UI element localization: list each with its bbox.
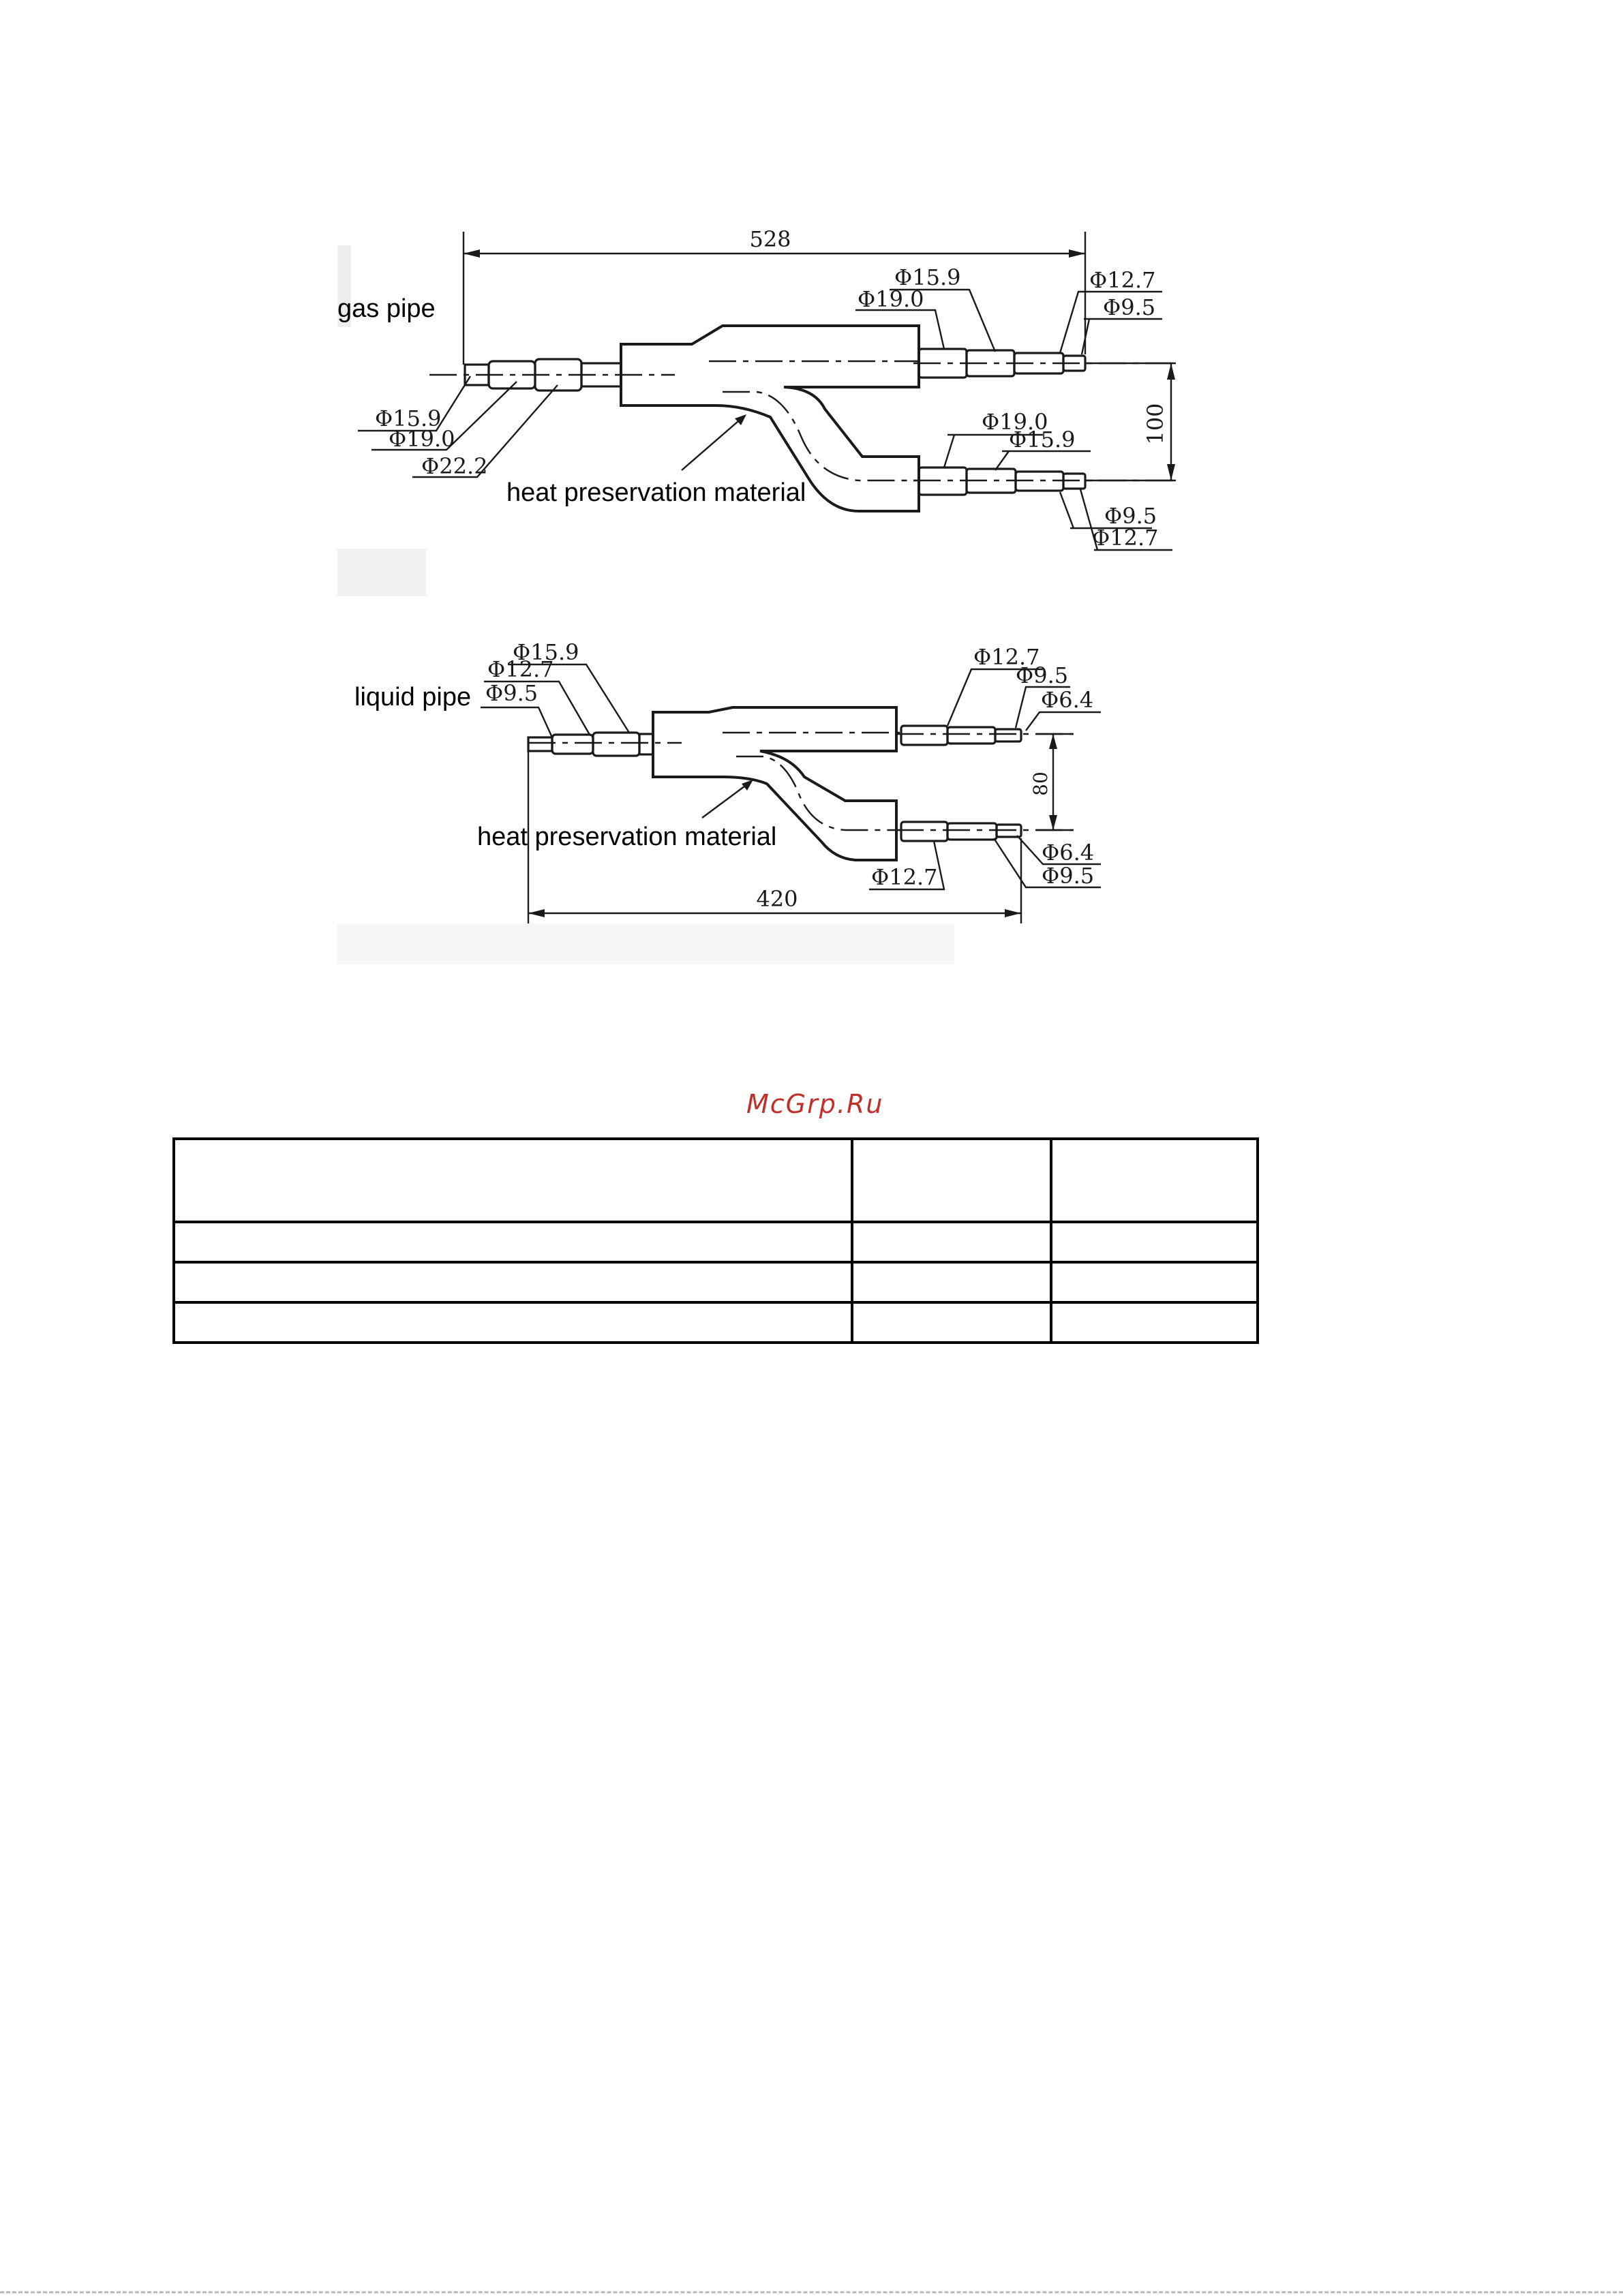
gas-lower-dia-4: Φ12.7: [1092, 525, 1159, 551]
liquid-length-dimension: 420: [756, 886, 798, 912]
gas-offset-dimension: 100: [1142, 403, 1168, 445]
table-cell: [1051, 1262, 1258, 1302]
liquid-pipe-drawing: [354, 639, 1101, 923]
liquid-pipe-label: liquid pipe: [354, 683, 472, 711]
liquid-left-dia-3: Φ9.5: [485, 680, 539, 706]
gas-length-dimension: 528: [749, 226, 791, 252]
liquid-left-dia-1: Φ15.9: [513, 639, 579, 665]
table-cell: [174, 1262, 852, 1302]
table-cell: [174, 1302, 852, 1343]
spec-table: [172, 1137, 1259, 1344]
gas-left-dia-2: Φ19.0: [389, 426, 455, 452]
gas-lower-dia-2: Φ15.9: [1009, 427, 1076, 453]
table-cell: [174, 1222, 852, 1262]
gas-upper-dia-2: Φ19.0: [858, 286, 924, 312]
gas-lower-dia-1: Φ19.0: [982, 409, 1048, 435]
liquid-lower-dia-1: Φ6.4: [1042, 840, 1095, 866]
table-cell: [1051, 1139, 1258, 1222]
gas-pipe-drawing: [337, 226, 1176, 551]
gas-left-dia-1: Φ15.9: [375, 405, 442, 431]
table-cell: [852, 1222, 1052, 1262]
liquid-heat-material-label: heat preservation material: [477, 823, 777, 851]
table-cell: [852, 1302, 1052, 1343]
gas-pipe-diagram: [0, 0, 1623, 988]
gas-heat-material-label: heat preservation material: [506, 478, 806, 507]
table-row: [174, 1222, 1258, 1262]
liquid-lower-dia-2: Φ9.5: [1042, 863, 1095, 889]
gas-left-dia-3: Φ22.2: [421, 453, 488, 479]
gas-upper-dia-3: Φ12.7: [1089, 267, 1156, 293]
gas-upper-dia-4: Φ9.5: [1103, 294, 1156, 320]
gas-pipe-label: gas pipe: [337, 294, 436, 323]
watermark: McGrp.Ru: [746, 1089, 884, 1119]
liquid-upper-dia-3: Φ6.4: [1041, 687, 1094, 713]
table-row: [174, 1139, 1258, 1222]
liquid-upper-dia-1: Φ12.7: [973, 644, 1040, 670]
table-cell: [1051, 1222, 1258, 1262]
liquid-left-dia-2: Φ12.7: [487, 656, 554, 682]
table-cell: [852, 1139, 1052, 1222]
liquid-lower-dia-3: Φ12.7: [871, 864, 938, 890]
table-row: [174, 1262, 1258, 1302]
table-cell: [852, 1262, 1052, 1302]
liquid-offset-dimension: 80: [1029, 771, 1052, 796]
table-cell: [174, 1139, 852, 1222]
gas-upper-dia-1: Φ15.9: [894, 264, 961, 290]
page-edge: [0, 2291, 1623, 2293]
liquid-upper-dia-2: Φ9.5: [1016, 662, 1069, 688]
table-cell: [1051, 1302, 1258, 1343]
gas-lower-dia-3: Φ9.5: [1104, 503, 1157, 529]
table-row: [174, 1302, 1258, 1343]
